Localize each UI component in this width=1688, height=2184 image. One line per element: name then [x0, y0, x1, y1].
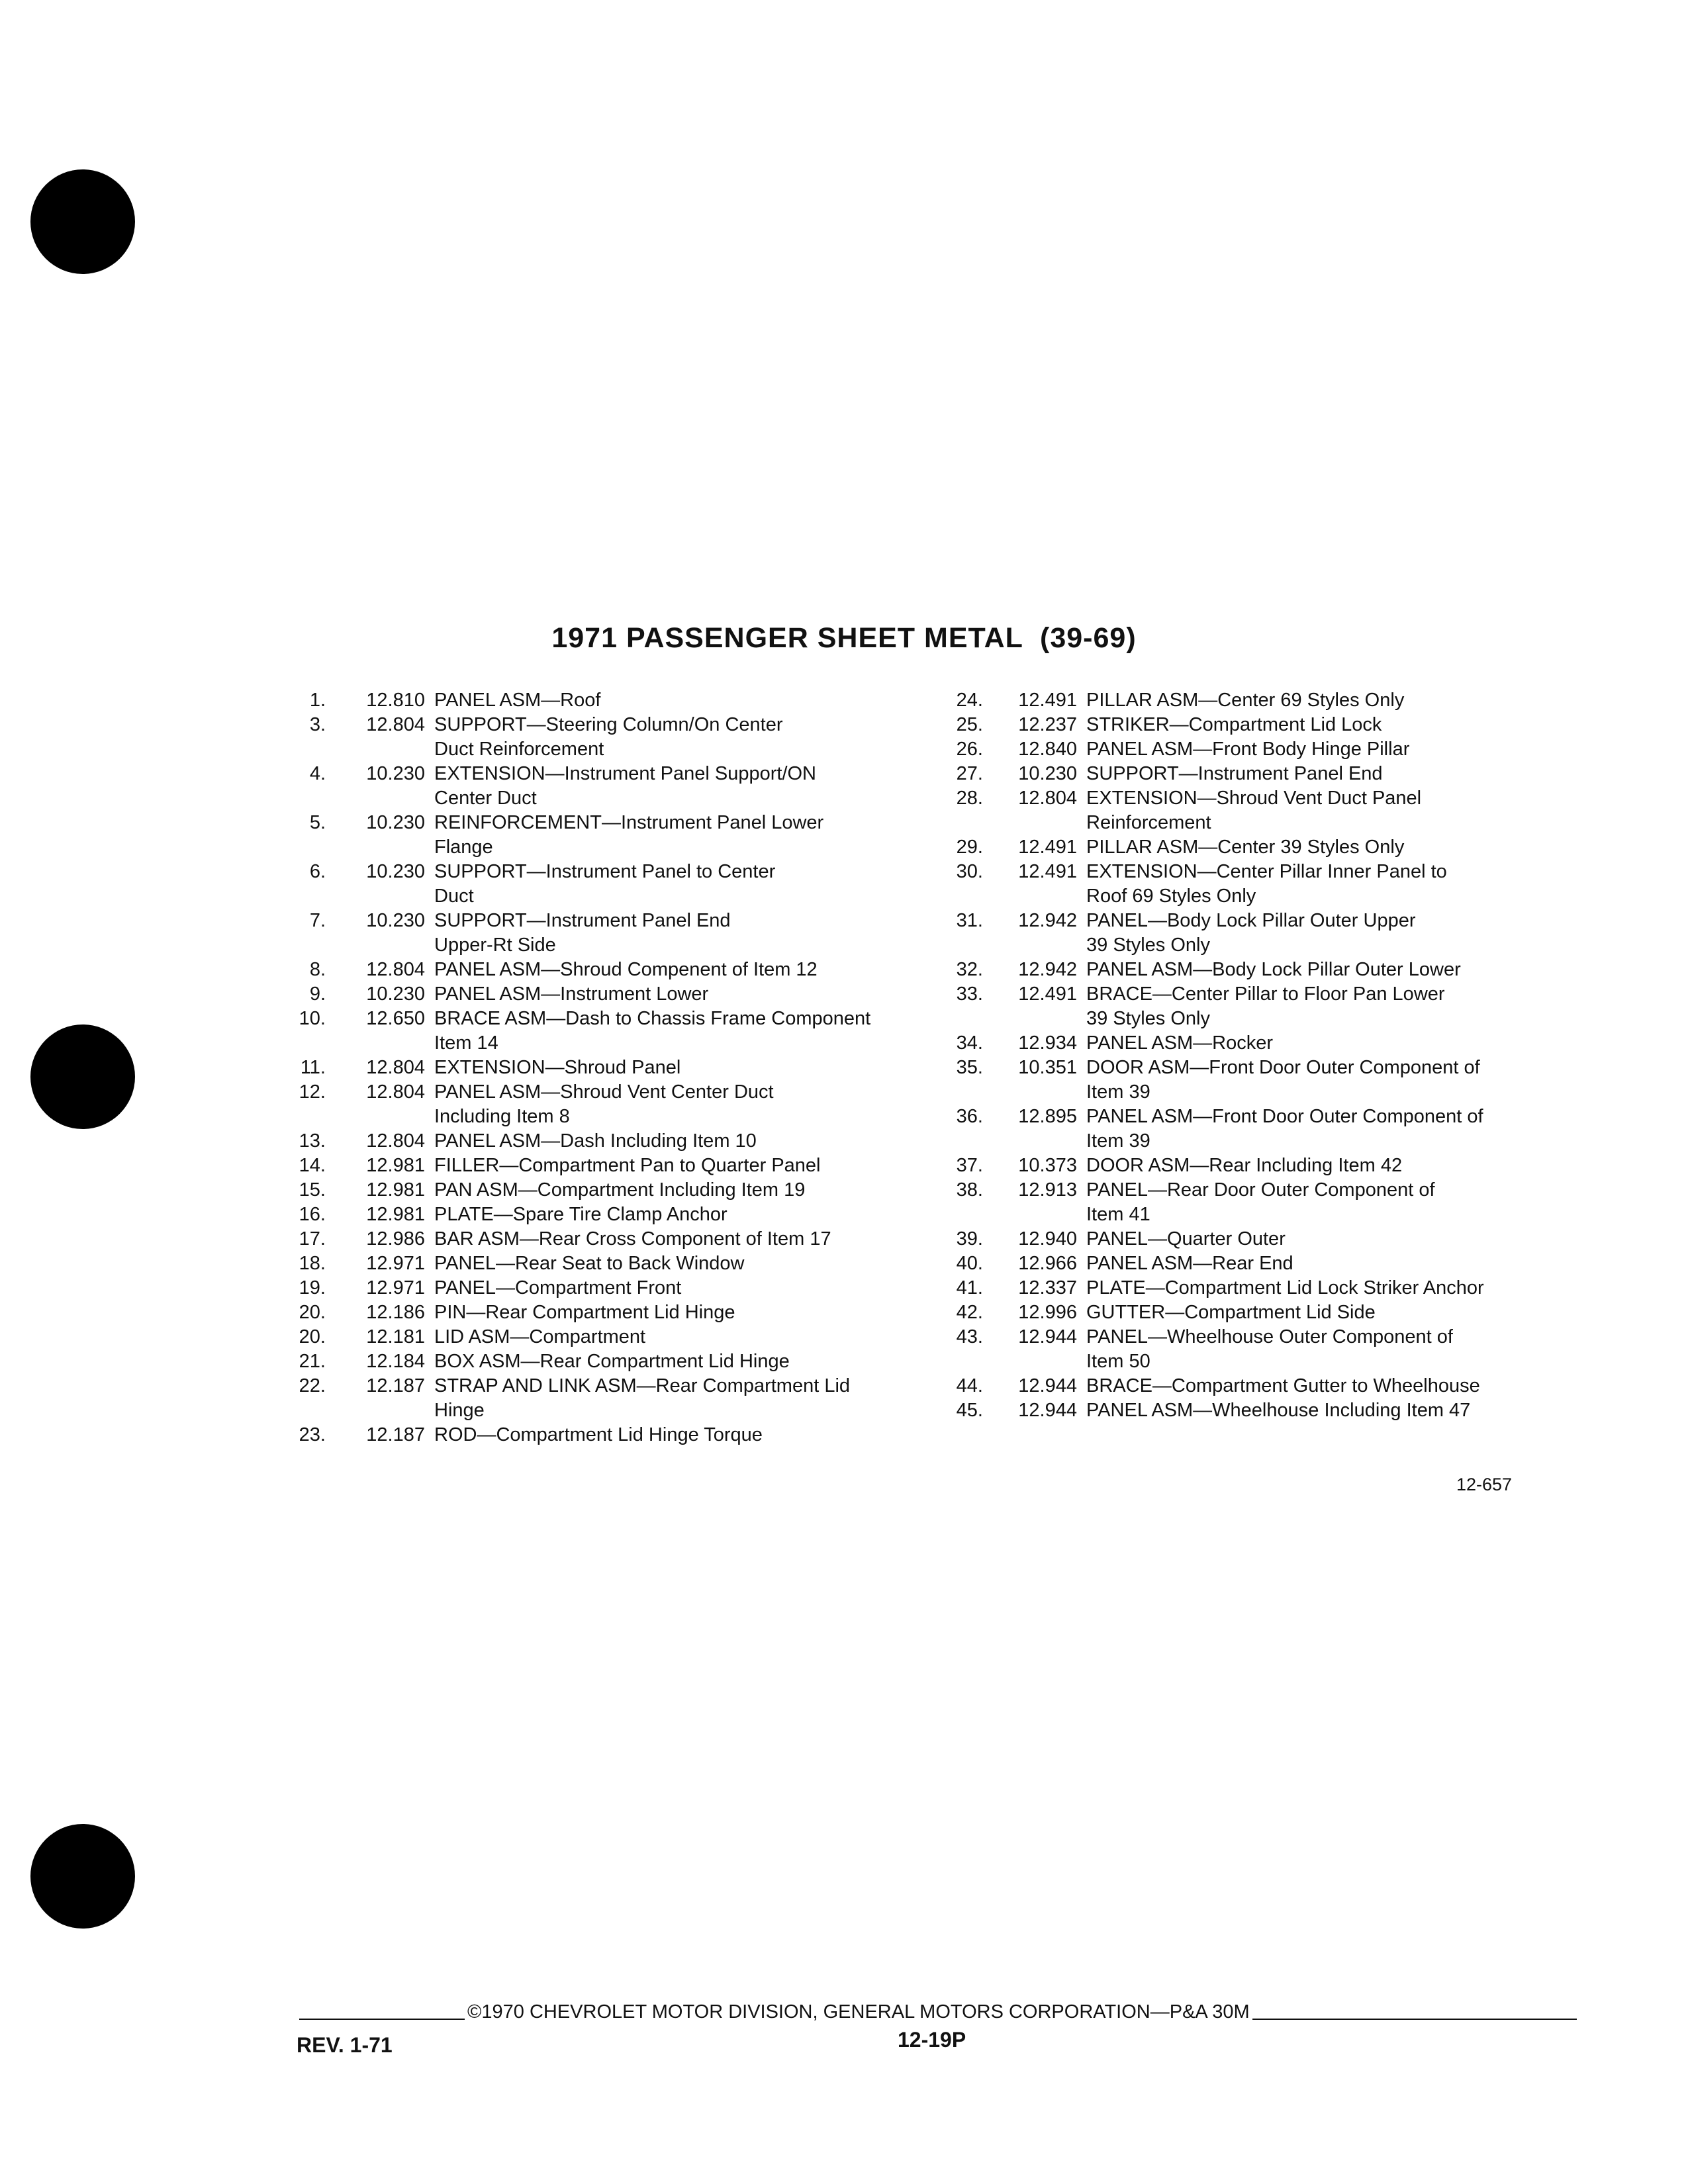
- item-number: 32.: [956, 959, 983, 980]
- part-description: [425, 713, 927, 762]
- group-code: 12.804: [366, 714, 425, 735]
- part-list-item: [943, 762, 1572, 786]
- part-description: [1077, 1154, 1572, 1178]
- group-code: 12.940: [1018, 1228, 1077, 1250]
- group-code: 12.491: [1018, 690, 1077, 711]
- part-list-item: [943, 909, 1572, 958]
- part-description: [425, 1178, 927, 1203]
- part-description: [1077, 909, 1572, 958]
- description-line: Including Item 8: [434, 1106, 570, 1127]
- parts-list-right: [943, 688, 1572, 1423]
- footer-rule-left: [299, 2019, 465, 2020]
- description-line: PAN ASM—Compartment Including Item 19: [434, 1179, 806, 1201]
- description-line: PANEL ASM—Front Body Hinge Pillar: [1086, 739, 1410, 760]
- description-line: PANEL ASM—Wheelhouse Including Item 47: [1086, 1400, 1471, 1421]
- part-description: [425, 860, 927, 909]
- item-number: 36.: [956, 1106, 983, 1127]
- description-line: 39 Styles Only: [1086, 1008, 1210, 1029]
- group-code: 12.810: [366, 690, 425, 711]
- part-list-item: [943, 835, 1572, 860]
- description-line: EXTENSION—Instrument Panel Support/ON: [434, 763, 816, 784]
- item-number: 27.: [956, 763, 983, 784]
- part-description: [1077, 1374, 1572, 1398]
- part-list-item: [291, 958, 927, 982]
- part-description: [425, 1276, 927, 1300]
- group-code: 12.942: [1018, 959, 1077, 980]
- group-code: 12.804: [366, 1057, 425, 1078]
- item-number: 26.: [956, 739, 983, 760]
- part-description: [425, 1423, 927, 1447]
- description-line: Item 39: [1086, 1130, 1150, 1152]
- description-line: BRACE—Center Pillar to Floor Pan Lower: [1086, 983, 1445, 1005]
- part-description: [1077, 982, 1572, 1031]
- group-code: 12.934: [1018, 1032, 1077, 1054]
- group-code: 10.230: [366, 861, 425, 882]
- description-line: PANEL—Body Lock Pillar Outer Upper: [1086, 910, 1416, 931]
- part-list-item: [291, 1423, 927, 1447]
- description-line: SUPPORT—Instrument Panel End: [1086, 763, 1383, 784]
- item-number: 23.: [299, 1424, 326, 1445]
- part-list-item: [291, 1325, 927, 1349]
- part-list-item: [291, 909, 927, 958]
- description-line: REINFORCEMENT—Instrument Panel Lower: [434, 812, 824, 833]
- description-line: Roof 69 Styles Only: [1086, 886, 1256, 907]
- item-number: 24.: [956, 690, 983, 711]
- description-line: PANEL—Rear Door Outer Component of: [1086, 1179, 1435, 1201]
- group-code: 12.491: [1018, 861, 1077, 882]
- part-description: [425, 909, 927, 958]
- item-number: 33.: [956, 983, 983, 1005]
- part-description: [425, 1056, 927, 1080]
- item-number: 37.: [956, 1155, 983, 1176]
- group-code: 12.337: [1018, 1277, 1077, 1298]
- item-number: 29.: [956, 837, 983, 858]
- illustration-reference: 12-657: [1456, 1475, 1513, 1494]
- binder-hole-middle: [30, 1024, 135, 1129]
- part-list-item: [291, 1349, 927, 1374]
- item-number: 1.: [309, 690, 326, 711]
- description-line: PANEL ASM—Body Lock Pillar Outer Lower: [1086, 959, 1461, 980]
- part-list-item: [943, 860, 1572, 909]
- part-description: [425, 1080, 927, 1129]
- item-number: 15.: [299, 1179, 326, 1201]
- group-code: 12.944: [1018, 1400, 1077, 1421]
- item-number: 39.: [956, 1228, 983, 1250]
- description-line: DOOR ASM—Front Door Outer Component of: [1086, 1057, 1480, 1078]
- part-description: [425, 1129, 927, 1154]
- item-number: 21.: [299, 1351, 326, 1372]
- item-number: 13.: [299, 1130, 326, 1152]
- footer-rule-right: [1252, 2019, 1577, 2020]
- item-number: 20.: [299, 1302, 326, 1323]
- item-number: 43.: [956, 1326, 983, 1347]
- part-list-item: [291, 1227, 927, 1251]
- group-code: 12.971: [366, 1253, 425, 1274]
- description-line: ROD—Compartment Lid Hinge Torque: [434, 1424, 763, 1445]
- item-number: 18.: [299, 1253, 326, 1274]
- description-line: PANEL ASM—Rocker: [1086, 1032, 1274, 1054]
- part-list-item: [291, 1129, 927, 1154]
- part-list-item: [943, 786, 1572, 835]
- description-line: SUPPORT—Instrument Panel End: [434, 910, 731, 931]
- group-code: 10.230: [366, 763, 425, 784]
- part-list-item: [943, 1251, 1572, 1276]
- part-list-item: [943, 737, 1572, 762]
- group-code: 12.804: [366, 959, 425, 980]
- group-code: 12.804: [366, 1130, 425, 1152]
- part-description: [1077, 688, 1572, 713]
- group-code: 12.971: [366, 1277, 425, 1298]
- part-description: [425, 1325, 927, 1349]
- item-number: 40.: [956, 1253, 983, 1274]
- part-list-item: [291, 1203, 927, 1227]
- part-description: [1077, 713, 1572, 737]
- binder-hole-bottom: [30, 1824, 135, 1929]
- part-description: [1077, 1105, 1572, 1154]
- item-number: 22.: [299, 1375, 326, 1396]
- part-list-item: [943, 1227, 1572, 1251]
- group-code: 10.351: [1018, 1057, 1077, 1078]
- part-list-item: [943, 1105, 1572, 1154]
- description-line: STRIKER—Compartment Lid Lock: [1086, 714, 1382, 735]
- group-code: 12.650: [366, 1008, 425, 1029]
- part-description: [425, 1251, 927, 1276]
- description-line: BOX ASM—Rear Compartment Lid Hinge: [434, 1351, 790, 1372]
- description-line: PANEL ASM—Shroud Vent Center Duct: [434, 1081, 774, 1103]
- description-line: STRAP AND LINK ASM—Rear Compartment Lid: [434, 1375, 851, 1396]
- group-code: 12.186: [366, 1302, 425, 1323]
- part-description: [425, 811, 927, 860]
- item-number: 8.: [309, 959, 326, 980]
- item-number: 16.: [299, 1204, 326, 1225]
- part-description: [425, 1349, 927, 1374]
- part-description: [425, 1374, 927, 1423]
- item-number: 28.: [956, 788, 983, 809]
- part-list-item: [291, 1007, 927, 1056]
- group-code: 12.966: [1018, 1253, 1077, 1274]
- description-line: GUTTER—Compartment Lid Side: [1086, 1302, 1376, 1323]
- part-list-item: [943, 958, 1572, 982]
- item-number: 30.: [956, 861, 983, 882]
- group-code: 12.981: [366, 1204, 425, 1225]
- description-line: PANEL ASM—Rear End: [1086, 1253, 1293, 1274]
- revision-label: REV. 1-71: [297, 2033, 393, 2057]
- item-number: 7.: [309, 910, 326, 931]
- part-description: [1077, 737, 1572, 762]
- description-line: PANEL—Rear Seat to Back Window: [434, 1253, 745, 1274]
- part-description: [425, 1203, 927, 1227]
- part-description: [1077, 1178, 1572, 1227]
- group-code: 12.840: [1018, 739, 1077, 760]
- group-code: 12.981: [366, 1155, 425, 1176]
- item-number: 45.: [956, 1400, 983, 1421]
- part-description: [425, 958, 927, 982]
- parts-list-left: [291, 688, 927, 1447]
- description-line: PLATE—Spare Tire Clamp Anchor: [434, 1204, 727, 1225]
- description-line: PANEL—Compartment Front: [434, 1277, 682, 1298]
- description-line: LID ASM—Compartment: [434, 1326, 646, 1347]
- part-list-item: [291, 713, 927, 762]
- part-list-item: [291, 1300, 927, 1325]
- item-number: 14.: [299, 1155, 326, 1176]
- part-list-item: [943, 1031, 1572, 1056]
- group-code: 12.804: [366, 1081, 425, 1103]
- part-list-item: [291, 688, 927, 713]
- item-number: 9.: [309, 983, 326, 1005]
- part-list-item: [943, 1178, 1572, 1227]
- part-description: [1077, 1227, 1572, 1251]
- item-number: 34.: [956, 1032, 983, 1054]
- description-line: EXTENSION—Center Pillar Inner Panel to: [1086, 861, 1447, 882]
- item-number: 44.: [956, 1375, 983, 1396]
- part-description: [1077, 1276, 1572, 1300]
- part-list-item: [943, 1325, 1572, 1374]
- part-list-item: [291, 1276, 927, 1300]
- part-list-item: [291, 762, 927, 811]
- part-description: [1077, 1031, 1572, 1056]
- description-line: Item 41: [1086, 1204, 1150, 1225]
- page-title: 1971 PASSENGER SHEET METAL (39-69): [551, 622, 1137, 654]
- item-number: 31.: [956, 910, 983, 931]
- description-line: Center Duct: [434, 788, 537, 809]
- page-number: 12-19P: [898, 2028, 966, 2052]
- description-line: PANEL—Quarter Outer: [1086, 1228, 1286, 1250]
- part-description: [1077, 1398, 1572, 1423]
- description-line: PANEL ASM—Front Door Outer Component of: [1086, 1106, 1483, 1127]
- item-number: 17.: [299, 1228, 326, 1250]
- group-code: 10.230: [366, 812, 425, 833]
- description-line: Hinge: [434, 1400, 485, 1421]
- item-number: 38.: [956, 1179, 983, 1201]
- item-number: 6.: [309, 861, 326, 882]
- group-code: 10.230: [366, 983, 425, 1005]
- description-line: DOOR ASM—Rear Including Item 42: [1086, 1155, 1403, 1176]
- part-list-item: [291, 1251, 927, 1276]
- group-code: 12.181: [366, 1326, 425, 1347]
- part-description: [425, 1007, 927, 1056]
- binder-hole-top: [30, 169, 135, 274]
- description-line: PIN—Rear Compartment Lid Hinge: [434, 1302, 735, 1323]
- description-line: Item 14: [434, 1032, 498, 1054]
- part-description: [1077, 860, 1572, 909]
- group-code: 12.986: [366, 1228, 425, 1250]
- part-list-item: [943, 982, 1572, 1031]
- description-line: EXTENSION—Shroud Vent Duct Panel: [1086, 788, 1422, 809]
- group-code: 12.981: [366, 1179, 425, 1201]
- item-number: 19.: [299, 1277, 326, 1298]
- part-list-item: [943, 1154, 1572, 1178]
- description-line: PANEL—Wheelhouse Outer Component of: [1086, 1326, 1453, 1347]
- description-line: Duct Reinforcement: [434, 739, 604, 760]
- part-description: [425, 1227, 927, 1251]
- description-line: BRACE—Compartment Gutter to Wheelhouse: [1086, 1375, 1480, 1396]
- group-code: 12.895: [1018, 1106, 1077, 1127]
- description-line: 39 Styles Only: [1086, 934, 1210, 956]
- group-code: 12.184: [366, 1351, 425, 1372]
- description-line: BRACE ASM—Dash to Chassis Frame Component: [434, 1008, 871, 1029]
- group-code: 12.237: [1018, 714, 1077, 735]
- part-list-item: [943, 1398, 1572, 1423]
- description-line: EXTENSION—Shroud Panel: [434, 1057, 681, 1078]
- copyright-line: [299, 2001, 1577, 2023]
- part-description: [1077, 1300, 1572, 1325]
- part-list-item: [943, 1276, 1572, 1300]
- part-description: [1077, 958, 1572, 982]
- description-line: Item 39: [1086, 1081, 1150, 1103]
- part-list-item: [291, 860, 927, 909]
- part-list-item: [291, 982, 927, 1007]
- description-line: Reinforcement: [1086, 812, 1211, 833]
- description-line: PILLAR ASM—Center 39 Styles Only: [1086, 837, 1405, 858]
- part-description: [1077, 1325, 1572, 1374]
- group-code: 12.913: [1018, 1179, 1077, 1201]
- part-description: [425, 688, 927, 713]
- part-list-item: [291, 811, 927, 860]
- group-code: 12.804: [1018, 788, 1077, 809]
- description-line: PILLAR ASM—Center 69 Styles Only: [1086, 690, 1405, 711]
- item-number: 12.: [299, 1081, 326, 1103]
- group-code: 12.187: [366, 1424, 425, 1445]
- item-number: 4.: [309, 763, 326, 784]
- part-description: [425, 982, 927, 1007]
- part-list-item: [291, 1374, 927, 1423]
- item-number: 42.: [956, 1302, 983, 1323]
- item-number: 20.: [299, 1326, 326, 1347]
- group-code: 12.944: [1018, 1375, 1077, 1396]
- description-line: PANEL ASM—Instrument Lower: [434, 983, 709, 1005]
- part-description: [1077, 1056, 1572, 1105]
- part-description: [425, 1300, 927, 1325]
- description-line: Flange: [434, 837, 493, 858]
- group-code: 10.230: [1018, 763, 1077, 784]
- part-list-item: [943, 1056, 1572, 1105]
- part-list-item: [291, 1178, 927, 1203]
- part-list-item: [291, 1154, 927, 1178]
- item-number: 41.: [956, 1277, 983, 1298]
- description-line: SUPPORT—Steering Column/On Center: [434, 714, 783, 735]
- group-code: 12.491: [1018, 983, 1077, 1005]
- item-number: 10.: [299, 1008, 326, 1029]
- group-code: 12.187: [366, 1375, 425, 1396]
- description-line: Item 50: [1086, 1351, 1150, 1372]
- part-list-item: [943, 1300, 1572, 1325]
- group-code: 12.491: [1018, 837, 1077, 858]
- part-description: [1077, 835, 1572, 860]
- part-list-item: [291, 1056, 927, 1080]
- group-code: 12.996: [1018, 1302, 1077, 1323]
- part-list-item: [943, 688, 1572, 713]
- part-description: [1077, 762, 1572, 786]
- description-line: Duct: [434, 886, 474, 907]
- group-code: 10.230: [366, 910, 425, 931]
- part-description: [425, 1154, 927, 1178]
- copyright-text: ©1970 CHEVROLET MOTOR DIVISION, GENERAL MOTORS CORPORATION—P&A 30M: [467, 2001, 1250, 2023]
- description-line: PLATE—Compartment Lid Lock Striker Anchor: [1086, 1277, 1484, 1298]
- item-number: 3.: [309, 714, 326, 735]
- item-number: 11.: [300, 1057, 326, 1078]
- part-list-item: [943, 1374, 1572, 1398]
- group-code: 10.373: [1018, 1155, 1077, 1176]
- description-line: SUPPORT—Instrument Panel to Center: [434, 861, 776, 882]
- description-line: Upper-Rt Side: [434, 934, 556, 956]
- part-list-item: [943, 713, 1572, 737]
- description-line: FILLER—Compartment Pan to Quarter Panel: [434, 1155, 821, 1176]
- item-number: 35.: [956, 1057, 983, 1078]
- group-code: 12.942: [1018, 910, 1077, 931]
- description-line: PANEL ASM—Roof: [434, 690, 601, 711]
- part-description: [425, 762, 927, 811]
- item-number: 5.: [309, 812, 326, 833]
- description-line: PANEL ASM—Shroud Compenent of Item 12: [434, 959, 818, 980]
- description-line: PANEL ASM—Dash Including Item 10: [434, 1130, 757, 1152]
- item-number: 25.: [956, 714, 983, 735]
- part-description: [1077, 1251, 1572, 1276]
- part-list-item: [291, 1080, 927, 1129]
- part-description: [1077, 786, 1572, 835]
- description-line: BAR ASM—Rear Cross Component of Item 17: [434, 1228, 831, 1250]
- group-code: 12.944: [1018, 1326, 1077, 1347]
